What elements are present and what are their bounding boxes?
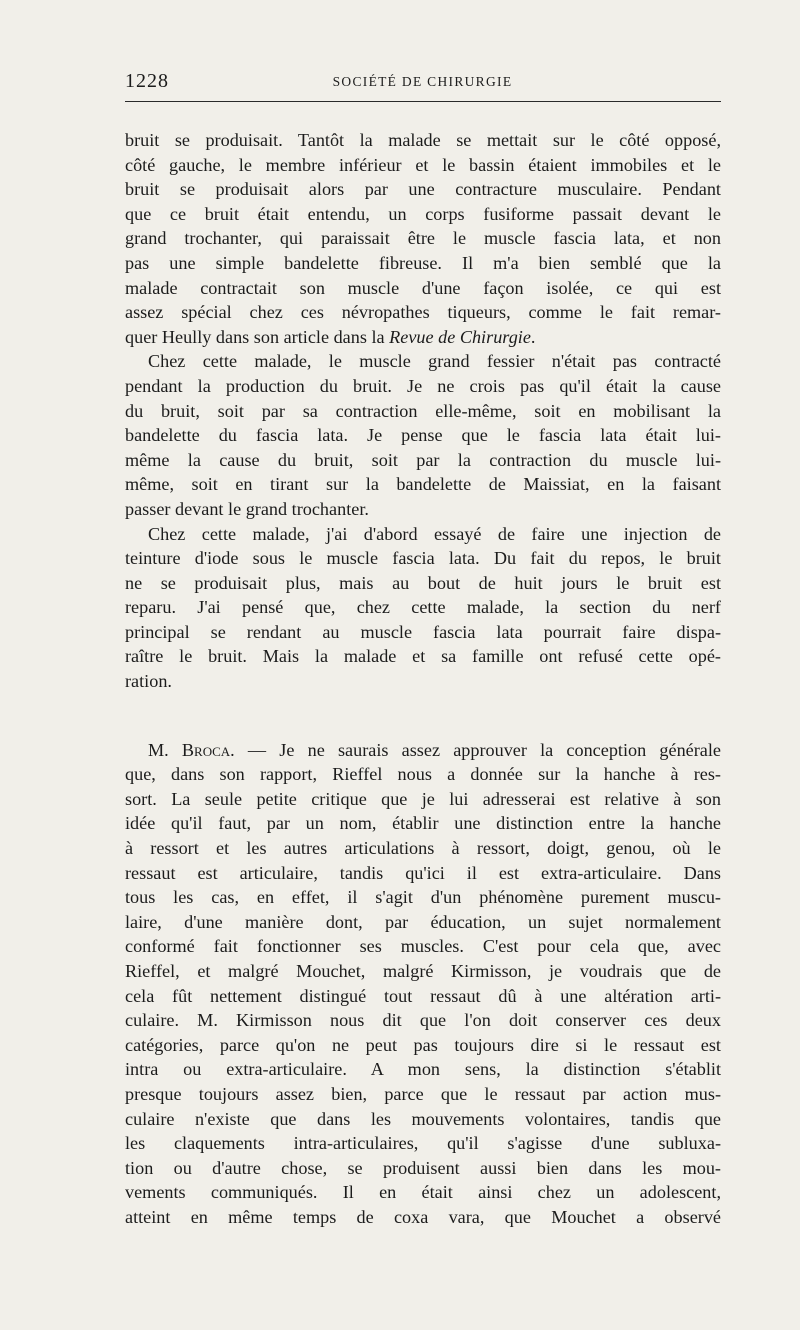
body-text: [125, 128, 721, 1230]
text-span: quer Heully dans son article dans la: [125, 326, 390, 347]
text-line: Rieffel, et malgré Mouchet, malgré Kirmisson, je voudrais que de: [125, 961, 721, 981]
paragraph-gap: [125, 694, 721, 738]
text-line: laire, d'une manière dont, par éducation, un sujet normalement: [125, 911, 721, 932]
text-line: du bruit, soit par sa contraction elle-même, soit en mobilisant la: [125, 400, 721, 421]
text-line: pas une simple bandelette fibreuse. Il m'a bien semblé que la: [125, 252, 721, 273]
text-line: culaire. M. Kirmisson nous dit que l'on doit conserver ces deux: [125, 1010, 721, 1031]
text-line: passer devant le grand trochanter.: [125, 498, 369, 519]
text-line: bandelette du fascia lata. Je pense que le fascia lata était lui-: [125, 425, 721, 446]
paragraph: [125, 128, 721, 349]
text-line: teinture d'iode sous le muscle fascia lata. Du fait du repos, le bruit: [125, 548, 721, 569]
text-line: presque toujours assez bien, parce que le ressaut par action mus-: [125, 1083, 721, 1104]
text-line: assez spécial chez ces névropathes tiqueurs, comme le fait remar-: [125, 302, 721, 323]
text-line: ration.: [125, 671, 172, 692]
text-line: [125, 325, 721, 350]
text-span: .: [530, 326, 536, 347]
text-line: malade contractait son muscle d'une façon isolée, ce qui est: [125, 277, 721, 298]
page-header: [125, 70, 720, 96]
speaker-name: M. Broca.: [148, 739, 235, 760]
text-line: que, dans son rapport, Rieffel nous a donnée sur la hanche à res-: [125, 764, 721, 785]
text-line: tous les cas, en effet, il s'agit d'un phénomène purement muscu-: [125, 887, 721, 908]
text-line: cela fût nettement distingué tout ressaut dû à une altération arti-: [125, 985, 721, 1006]
text-line: conformé fait fonctionner ses muscles. C'est pour cela que, avec: [125, 936, 721, 957]
text-line: bruit se produisait alors par une contracture musculaire. Pendant: [125, 179, 721, 200]
text-line: Chez cette malade, le muscle grand fessier n'était pas contracté: [148, 351, 721, 372]
running-title: SOCIÉTÉ DE CHIRURGIE: [332, 74, 513, 89]
text-line: bruit se produisait. Tantôt la malade se mettait sur le côté opposé,: [125, 130, 721, 150]
text-line: les claquements intra-articulaires, qu'il s'agisse d'une subluxa-: [125, 1133, 721, 1154]
text-line: sort. La seule petite critique que je lui adresserai est relative à son: [125, 788, 721, 809]
text-line: côté gauche, le membre inférieur et le bassin étaient immobiles et le: [125, 154, 721, 175]
text-line: vements communiqués. Il en était ainsi chez un adolescent,: [125, 1182, 721, 1203]
text-line: à ressort et les autres articulations à ressort, doigt, genou, où le: [125, 838, 721, 859]
text-line: intra ou extra-articulaire. A mon sens, la distinction s'établit: [125, 1059, 721, 1080]
paragraph: [125, 349, 721, 521]
text-line: ne se produisait plus, mais au bout de huit jours le bruit est: [125, 572, 721, 593]
text-line: reparu. J'ai pensé que, chez cette malade, la section du nerf: [125, 597, 721, 618]
text-line: raître le bruit. Mais la malade et sa famille ont refusé cette opé-: [125, 646, 721, 667]
text-line: idée qu'il faut, par un nom, établir une distinction entre la hanche: [125, 813, 721, 834]
text-line: catégories, parce qu'on ne peut pas toujours dire si le ressaut est: [125, 1034, 721, 1055]
paragraph: [125, 738, 721, 1230]
paragraph: [125, 522, 721, 694]
text-line: même, soit en tirant sur la bandelette de Maissiat, en la faisant: [125, 474, 721, 495]
journal-title: Revue de Chirurgie: [389, 326, 531, 347]
text-line: Chez cette malade, j'ai d'abord essayé de faire une injection de: [148, 523, 721, 544]
text-line: [125, 738, 721, 763]
text-line: principal se rendant au muscle fascia lata pourrait faire dispa-: [125, 621, 721, 642]
text-line: que ce bruit était entendu, un corps fusiforme passait devant le: [125, 203, 721, 224]
text-line: culaire n'existe que dans les mouvements volontaires, tandis que: [125, 1108, 721, 1129]
text-line: tion ou d'autre chose, se produisent aussi bien dans les mou-: [125, 1157, 721, 1178]
text-line: grand trochanter, qui paraissait être le muscle fascia lata, et non: [125, 228, 721, 249]
text-line: pendant la production du bruit. Je ne crois pas qu'il était la cause: [125, 375, 721, 396]
page-number: 1228: [125, 70, 169, 92]
text-line: ressaut est articulaire, tandis qu'ici il est extra-articulaire. Dans: [125, 862, 721, 883]
text-line: atteint en même temps de coxa vara, que Mouchet a observé: [125, 1206, 721, 1227]
text-span: — Je ne saurais assez approuver la conception générale: [234, 739, 721, 760]
header-rule: [125, 101, 721, 102]
text-line: même la cause du bruit, soit par la contraction du muscle lui-: [125, 449, 721, 470]
